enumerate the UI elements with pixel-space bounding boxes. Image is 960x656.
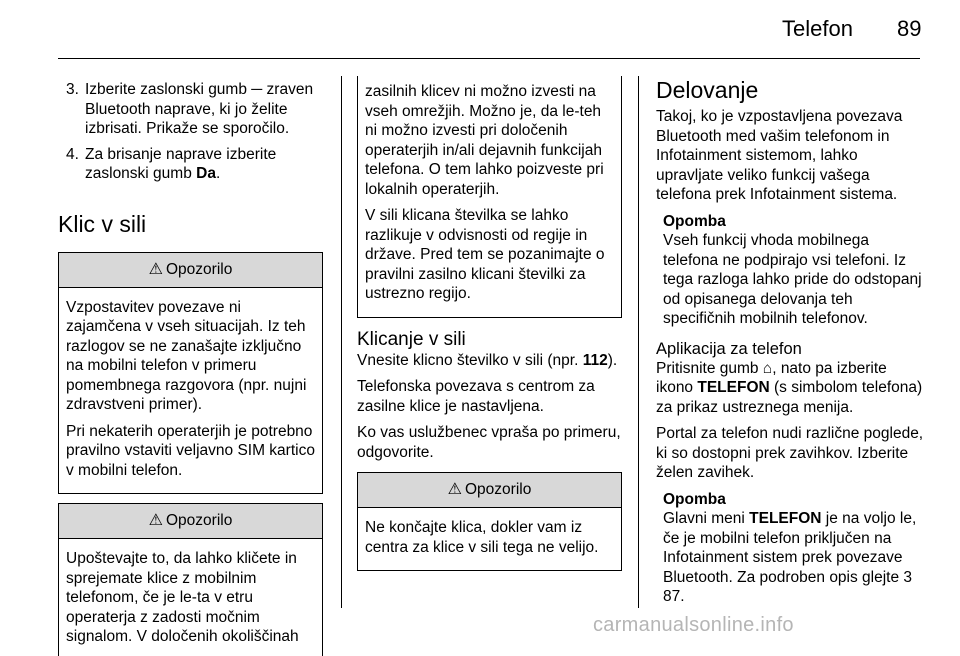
middle-column: [357, 76, 622, 571]
section-heading: Klicanje v sili: [357, 328, 466, 350]
warning-header: [358, 473, 621, 508]
warning-header: [59, 504, 322, 539]
warning-paragraph: zasilnih klicev ni možno izvesti na vseh omrežjih. Možno je, da le-teh ni možno izvesti pri določenih operaterjih in/ali dejavnih funkcijah telefona. O tem lahko poizveste pri lokalnih operaterjih.: [365, 83, 604, 198]
note-block: [656, 490, 924, 607]
warning-triangle-icon: ⚠: [148, 260, 163, 278]
column-divider-1: [341, 76, 342, 608]
warning-paragraph: V sili klicana številka se lahko razlikuje v odvisnosti od regije in države. Pred tem se pozanimajte o pravilni zasilno klicani številki za ustrezno regijo.: [365, 207, 605, 302]
warning-box-continued: [357, 76, 622, 318]
menu-name: TELEFON: [749, 510, 822, 527]
page-number: 89: [897, 16, 922, 41]
subsection-heading: Aplikacija za telefon: [656, 339, 802, 358]
warning-header: [59, 253, 322, 288]
emergency-number: 112: [582, 351, 608, 369]
paragraph: Pritisnite gumb ⌂, nato pa izberite ikono TELEFON (s simbolom telefona) za prikaz ustreznega menija.: [656, 359, 923, 416]
paragraph: Portal za telefon nudi različne poglede, ki so dostopni prek zavihkov. Izberite želen zavihek.: [656, 425, 924, 481]
note-block: [656, 212, 924, 329]
step-number: 4.: [66, 145, 79, 163]
header-rule: [58, 58, 920, 59]
step-text: Izberite zaslonski gumb ─ zraven Bluetooth naprave, ki jo želite izbrisati. Prikaže se sporočilo.: [85, 81, 314, 137]
paragraph: Vnesite klicno številko v sili (npr. 112).: [357, 351, 618, 369]
page-reference-icon: 3: [903, 568, 913, 586]
page-title: Telefon: [782, 16, 853, 41]
right-column: [656, 76, 924, 614]
note-text: Vseh funkcij vhoda mobilnega telefona ne podpirajo vsi telefoni. Iz tega razloga lahko pride do odstopanj od opisanega delovanja teh specifičnih mobilnih telefonov.: [663, 232, 922, 327]
section-heading: Klic v sili: [58, 210, 147, 237]
warning-box: [357, 472, 622, 571]
warning-body: [358, 508, 621, 570]
step-3: [58, 80, 323, 139]
warning-box: [58, 252, 323, 495]
warning-paragraph: Ne končajte klica, dokler vam iz centra za klice v sili tega ne velijo.: [365, 519, 599, 556]
warning-title: Opozorilo: [166, 512, 233, 530]
paragraph: Takoj, ko je vzpostavljena povezava Bluetooth med vašim telefonom in Infotainment sistemom, lahko upravljate veliko funkcij vašega telefona prek Infotainment sistema.: [656, 108, 903, 203]
watermark: carmanualsonline.info: [593, 614, 794, 636]
warning-paragraph: Upoštevajte to, da lahko kličete in sprejemate klice z mobilnim telefonom, če je le-ta v etru operaterja z zadosti močnim signalom. V določenih okoliščinah: [66, 550, 299, 645]
warning-box: [58, 503, 323, 656]
paragraph: Ko vas uslužbenec vpraša po primeru, odgovorite.: [357, 424, 621, 461]
warning-body: [59, 288, 322, 494]
left-column: [58, 80, 323, 656]
note-title: Opomba: [663, 212, 726, 230]
warning-body: [358, 76, 621, 317]
button-name: Da: [196, 165, 216, 182]
column-divider-2: [638, 76, 639, 608]
home-icon: ⌂: [762, 359, 773, 377]
note-title: Opomba: [663, 490, 726, 508]
warning-triangle-icon: ⚠: [148, 512, 163, 530]
warning-title: Opozorilo: [166, 260, 233, 278]
warning-paragraph: Pri nekaterih operaterjih je potrebno pravilno vstaviti veljavno SIM kartico v mobilni telefon.: [66, 422, 315, 479]
step-text: Za brisanje naprave izberite zaslonski gumb: [85, 145, 277, 182]
paragraph: Telefonska povezava s centrom za zasilne klice je nastavljena.: [357, 378, 595, 415]
warning-title: Opozorilo: [465, 481, 532, 499]
menu-name: TELEFON: [697, 379, 770, 396]
warning-body: [59, 539, 322, 656]
step-number: 3.: [66, 81, 79, 98]
warning-paragraph: Vzpostavitev povezave ni zajamčena v vseh situacijah. Iz teh razlogov se ne zanašajte izključno na mobilni telefon v primeru pomembnega razgovora (npr. nujni zdravstveni primer).: [66, 298, 307, 413]
note-text: Glavni meni TELEFON je na voljo le, če je mobilni telefon priključen na Infotainment sistem prek povezave Bluetooth. Za podroben opis glejte 3 87.: [663, 510, 917, 605]
page-reference[interactable]: 87.: [663, 588, 685, 605]
section-heading: Delovanje: [656, 77, 759, 103]
warning-triangle-icon: ⚠: [447, 481, 462, 499]
step-text-end: .: [215, 165, 221, 182]
step-4: [58, 145, 323, 184]
